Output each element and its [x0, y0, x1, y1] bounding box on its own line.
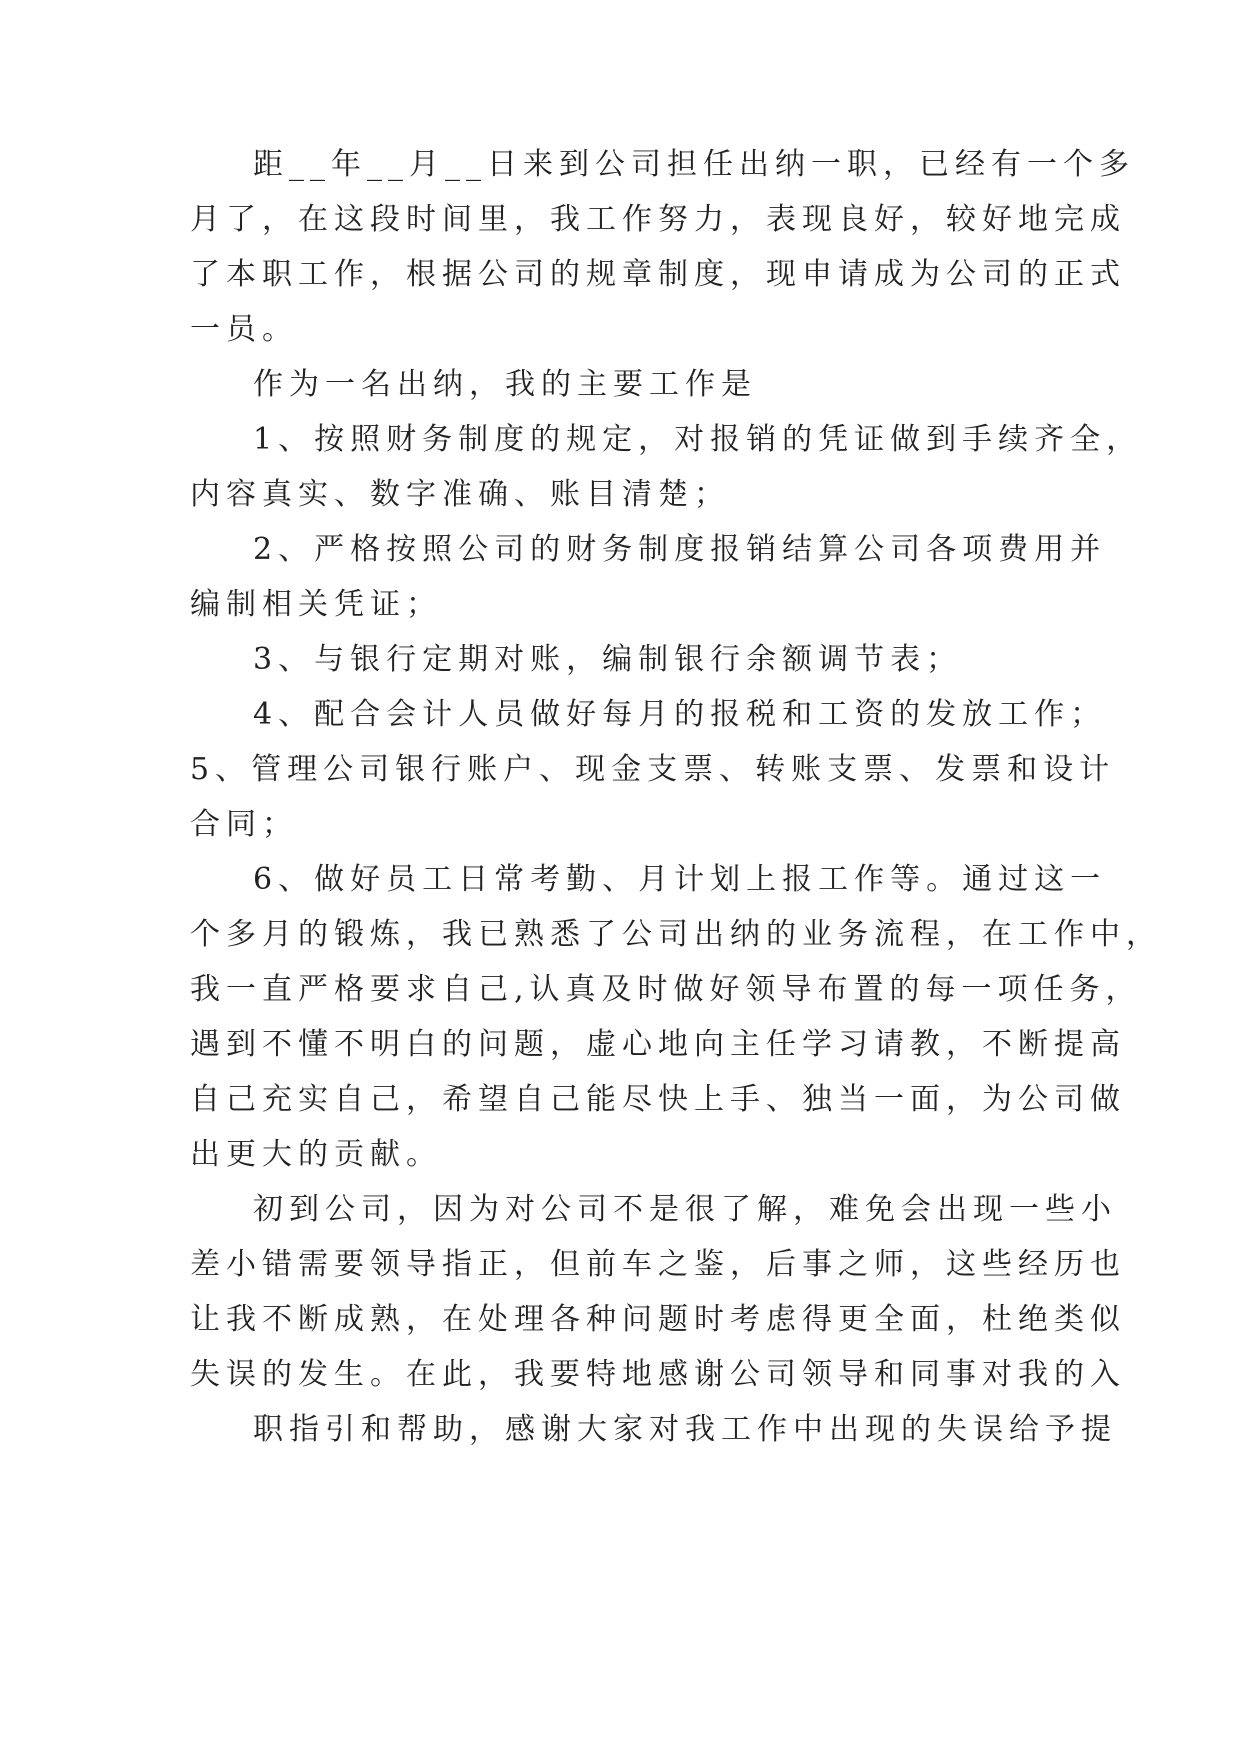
text-line: 2、严格按照公司的财务制度报销结算公司各项费用并 [253, 532, 1107, 567]
text-line: 一员。 [190, 312, 298, 347]
text-line: 出更大的贡献。 [190, 1137, 442, 1172]
text-line: 初到公司，因为对公司不是很了解，难免会出现一些小 [253, 1192, 1117, 1227]
text-line: 编制相关凭证； [190, 587, 442, 622]
text-line: 5、管理公司银行账户、现金支票、转账支票、发票和设计 [190, 752, 1116, 787]
text-line: 职指引和帮助，感谢大家对我工作中出现的失误给予提 [253, 1412, 1117, 1447]
text-line: 月了，在这段时间里，我工作努力，表现良好，较好地完成 [190, 202, 1126, 237]
text-line: 6、做好员工日常考勤、月计划上报工作等。通过这一 [253, 862, 1107, 897]
text-line: 合同； [190, 807, 298, 842]
text-line: 失误的发生。在此，我要特地感谢公司领导和同事对我的入 [190, 1357, 1126, 1392]
text-line: 距__年__月__日来到公司担任出纳一职，已经有一个多 [253, 147, 1135, 182]
text-line: 差小错需要领导指正，但前车之鉴，后事之师，这些经历也 [190, 1247, 1126, 1282]
text-line: 了本职工作，根据公司的规章制度，现申请成为公司的正式 [190, 257, 1126, 292]
text-line: 4、配合会计人员做好每月的报税和工资的发放工作； [253, 697, 1107, 732]
text-line: 3、与银行定期对账，编制银行余额调节表； [253, 642, 963, 677]
text-line: 内容真实、数字准确、账目清楚； [190, 477, 730, 512]
text-line: 个多月的锻炼，我已熟悉了公司出纳的业务流程，在工作中， [190, 917, 1162, 952]
text-line: 我一直严格要求自己,认真及时做好领导布置的每一项任务， [190, 972, 1142, 1007]
text-line: 让我不断成熟，在处理各种问题时考虑得更全面，杜绝类似 [190, 1302, 1126, 1337]
text-line: 作为一名出纳，我的主要工作是 [253, 367, 757, 402]
text-line: 自己充实自己，希望自己能尽快上手、独当一面，为公司做 [190, 1082, 1126, 1117]
text-line: 遇到不懂不明白的问题，虚心地向主任学习请教，不断提高 [190, 1027, 1126, 1062]
text-line: 1、按照财务制度的规定，对报销的凭证做到手续齐全， [253, 422, 1143, 457]
